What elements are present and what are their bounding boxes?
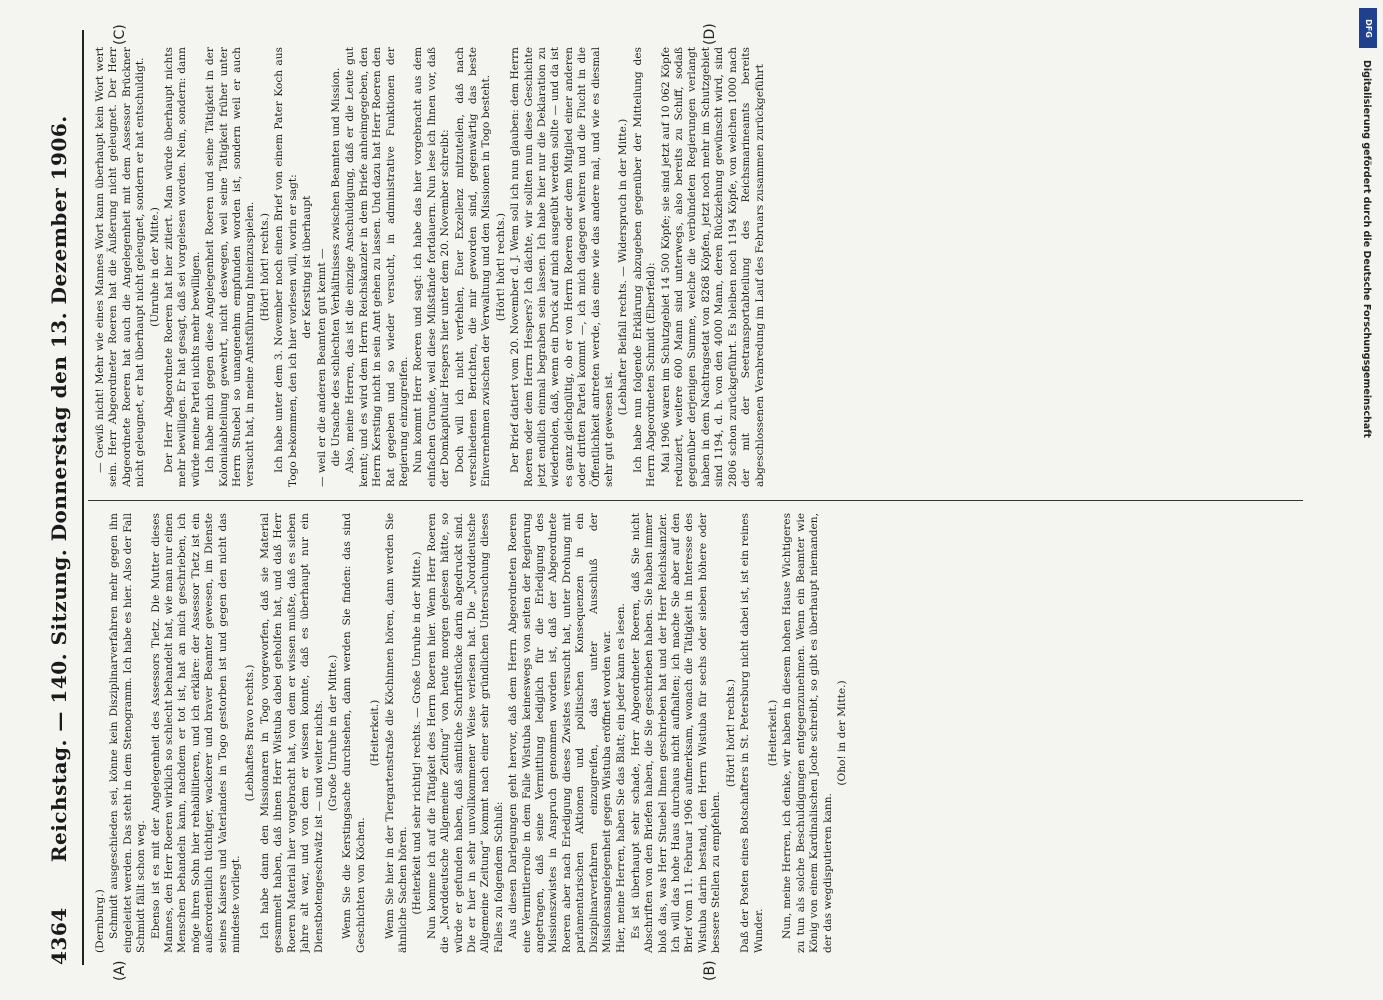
- dfg-logo-text: DFG: [1363, 18, 1373, 38]
- paragraph: Der Brief datiert vom 20. November d. J. Wem soll ich nun glauben: dem Herrn Roeren oder dem Herrn Hespers? Ich dächte, wir sollten nun diese Geschichte jetzt endlich einmal begraben sein lassen. Ich habe hier nur die Deklaration zu wiederholen, daß, wenn ein Druck auf mich ausgeübt werden sollte — und da ist es ganz gleichgültig, ob er von Herrn Roeren oder dem Mitglied einer anderen oder dritten Partei kommt —, ich mich dagegen wehren und die Flucht in die Öffentlichkeit antreten werde, das eine wie das andere mal, und wie es diesmal sehr gut gewesen ist.: [509, 47, 616, 487]
- paragraph: Nun kommt Herr Roeren und sagt: ich habe das hier vorgebracht aus dem einfachen Grunde, weil diese Mißstände fortdauern. Nun lese ich Ihnen vor, daß der Domkapitular Hespers hier unter dem 20. November schreibt:: [412, 47, 452, 487]
- margin-marker-a: (A): [112, 960, 128, 981]
- paragraph: Schmidt ausgeschieden sei, könne kein Disziplinarverfahren mehr gegen ihn eingeleitet werden. Das steht in dem Stenogramm. Ich habe es hier. Also der Fall Schmidt fällt schon weg.: [108, 513, 148, 953]
- digitization-credit: Digitalisierung gefördert durch die Deutsche Forschungsgemeinschaft: [1361, 60, 1372, 438]
- paragraph: Der Herr Abgeordnete Roeren hat hier zitiert. Man würde überhaupt nichts mehr bewilligen. Er hat gesagt, daß sei vorgelesen worden. Nein, sondern: dann würde meine Partei nichts mehr bewilligen.: [163, 47, 202, 487]
- paragraph: Wenn Sie die Kerstingsache durchsehen, dann werden Sie finden: das sind Geschichten von Köchen.: [341, 513, 367, 953]
- margin-marker-b: (B): [702, 960, 718, 981]
- document-page: [42, 20, 1312, 981]
- paragraph: Nun komme ich auf die Tätigkeit des Herrn Roeren hier. Wenn Herr Roeren die „Norddeutsche Allgemeine Zeitung“ von heute morgen gelesen hätte, so würde er gefunden haben, daß sämtliche Schriftstücke darin abgedruckt sind. Die er hier in sehr unvollkommener Weise verlesen hat. Die „Norddeutsche Allgemeine Zeitung“ kommt nach einer sehr gründlichen Untersuchung dieses Falles zu folgendem Schluß:: [425, 513, 505, 953]
- paragraph: — weil er die anderen Beamten gut kennt —: [315, 248, 328, 487]
- paragraph: Ich habe mich gegen diese Angelegenheit Roeren und seine Tätigkeit in der Kolonialabteilung gewehrt, nicht deswegen, weil seine Tätigkeit früher unter Herrn Stuebel so unangenehm empfunden worden ist, sondern weil er auch versucht hat, in meine Amtsführung hineinzuspielen.: [204, 47, 257, 487]
- interjection: (Unruhe in der Mitte.): [148, 207, 161, 327]
- left-column: [94, 513, 1299, 953]
- interjection: (Hört! hört! rechts.): [494, 212, 507, 322]
- paragraph: (Dernburg.): [94, 889, 106, 953]
- interjection: (Heiterkeit.): [369, 699, 382, 767]
- dfg-logo: [1359, 8, 1377, 48]
- paragraph: Ich habe nun folgende Erklärung abzugeben gegenüber der Mitteilung des Herrn Abgeordneten Schmidt (Elberfeld):: [631, 47, 658, 487]
- margin-marker-d: (D): [702, 23, 718, 45]
- interjection: die Ursache des schlechten Verhältnisses zwischen Beamten und Mission.: [329, 67, 342, 467]
- paragraph: Doch will ich nicht verfehlen, Euer Exzellenz mitzuteilen, daß nach verschiedenen Berichten, die mir geworden sind, gegenwärtig das beste Einvernehmen zwischen der Verwaltung und den Missionen in Togo besteht.: [453, 47, 493, 487]
- paragraph: Ebenso ist es mit der Angelegenheit des Assessors Tietz. Die Mutter dieses Mannes, den Herr Roeren wirklich so schlecht behandelt hat, wie man nur einen Menschen behandeln kann, nachdem er tot ist, hat an mich geschrieben, ich möge ihren Sohn hier rehabilitieren, und ich erkläre: der Assessor Tietz ist ein außerordentlich tüchtiger, wackerer und braver Beamter gewesen, im Dienste seines Kaisers und Vaterlandes in Togo gestorben ist und gegen den nicht das mindeste vorliegt.: [149, 513, 243, 953]
- paragraph: Es ist überhaupt sehr schade, Herr Abgeordneter Roeren, daß Sie nicht Abschriften von den Briefen haben, die Sie geschrieben haben. Sie haben immer bloß das, was Herr Stuebel Ihnen geschrieben hat und der Herr Reichskanzler. Ich will das hohe Haus durchaus nicht aufhalten; ich mache Sie aber auf den Brief vom 11. Februar 1906 aufmerksam, wonach die Tätigkeit in Interesse des Wistuba darin bestand, den Herrn Wistuba für sechs oder sieben höhere oder bessere Stellen zu empfehlen.: [629, 513, 723, 953]
- interjection: (Hört! hört! rechts.): [724, 678, 737, 788]
- interjection: (Heiterkeit und sehr richtig! rechts. — Große Unruhe in der Mitte.): [411, 551, 424, 915]
- interjection: (Große Unruhe in der Mitte.): [326, 654, 339, 812]
- interjection: (Hört! hört! rechts.): [258, 212, 271, 322]
- column-divider: [88, 500, 1303, 501]
- interjection: (Lebhaftes Bravo rechts.): [244, 664, 257, 802]
- paragraph: Also, meine Herren, das ist die einzige Anschuldigung, daß er die Leute gut kennt; und es wird dem Herrn Reichskanzler in dem Briefe anheimgegeben, den Herrn Kersting nicht in sein Amt gehen zu lassen. Und dazu hat Herr Roeren den Rat gegeben und so wieder versucht, in administrative Funktionen der Regierung einzugreifen.: [344, 47, 410, 487]
- interjection: (Oho! in der Mitte.): [835, 680, 848, 786]
- paragraph: Daß der Posten eines Botschafters in St. Petersburg nicht dabei ist, ist ein reines Wunder.: [739, 513, 765, 953]
- interjection: (Heiterkeit.): [766, 699, 779, 767]
- paragraph: — Gewiß nicht! Mehr wie eines Mannes Wort kann überhaupt kein Wort wert sein. Herr Abgeordneter Roeren hat die Äußerung nicht geleugnet. Der Herr Abgeordnete Roeren hat auch die Angelegenheit mit dem Assessor Brückner nicht geleugnet, er hat überhaupt nicht geleugnet, sondern er hat entschuldigt.: [94, 47, 147, 487]
- paragraph: Hier, meine Herren, haben Sie das Blatt; ein jeder kann es lesen.: [615, 603, 628, 953]
- session-title: Reichstag. — 140. Sitzung. Donnerstag den 13. Dezember 1906.: [47, 115, 71, 863]
- paragraph: Ich habe unter dem 3. November noch einen Brief von einem Pater Koch aus Togo bekommen, den ich hier vorlesen will, worin er sagt:: [273, 47, 299, 487]
- paragraph: Wenn Sie hier in der Tiergartenstraße die Köchinnen hören, dann werden Sie ähnliche Sachen hören.: [383, 513, 409, 953]
- interjection: (Lebhafter Beifall rechts. — Widerspruch in der Mitte.): [617, 118, 630, 416]
- interjection: der Kersting ist überhaupt: [301, 195, 314, 339]
- right-column: [94, 47, 1299, 487]
- paragraph: Mai 1906 waren im Schutzgebiet 14 500 Köpfe; sie sind jetzt auf 10 062 Köpfe reduziert, weitere 600 Mann sind unterwegs, also bereits zu Schiff, sodaß gegenüber derjenigen Summe, welche die verbündeten Regierungen verlangt haben in dem Nachtragsetat von 8268 Köpfen, jetzt noch mehr im Schutzgebiet sind 1194, d. h. von den 4000 Mann, deren Rückziehung gewünscht wird, sind 2806 schon zurückgeführt. Es bleiben noch 1194 Köpfe, von welchen 1000 nach der mit der Seetransportabteilung des Reichsmarineamts bereits abgeschlossenen Verabredung im Lauf des Februars zusammen zurückgeführt: [659, 47, 766, 487]
- margin-marker-c: (C): [112, 24, 128, 45]
- paragraph: Nun, meine Herren, ich denke, wir haben in diesem hohen Hause Wichtigeres zu tun als solche Beschuldigungen entgegenzunehmen. Wenn ein Beamter wie König von einem Kardinalischen Joche schreibt, so gibt es überhaupt niemanden, der das wegdisputieren kann.: [781, 513, 834, 953]
- paragraph: Ich habe dann den Missionaren in Togo vorgeworfen, daß sie Material gesammelt haben, daß ihnen Herr Wistuba dabei geholfen hat, und daß Herr Roeren Material hier vorgebracht hat, von dem er wissen mußte, daß es sieben Jahre alt war, und von dem er wissen konnte, daß es überhaupt nur ein Dienstbotengeschwätz ist — und weiter nichts.: [258, 513, 325, 953]
- header-rule: [82, 30, 84, 965]
- running-head: [42, 30, 76, 965]
- page-number: 4364: [47, 907, 71, 965]
- paragraph: Aus diesen Darlegungen geht hervor, daß dem Herrn Abgeordneten Roeren eine Vermittlerrolle in dem Falle Wistuba keineswegs von seiten der Regierung angetragen, daß seine Vermittlung lediglich für die Erledigung des Missionszwistes in Anspruch genommen worden ist, daß der Abgeordnete Roeren aber nach Erledigung dieses Zwistes versucht hat, unter Drohung mit parlamentarischen Aktionen und politischen Konsequenzen in ein Disziplinarverfahren einzugreifen, das unter Ausschluß der Missionsangelegenheit gegen Wistuba eröffnet worden war.: [507, 513, 614, 953]
